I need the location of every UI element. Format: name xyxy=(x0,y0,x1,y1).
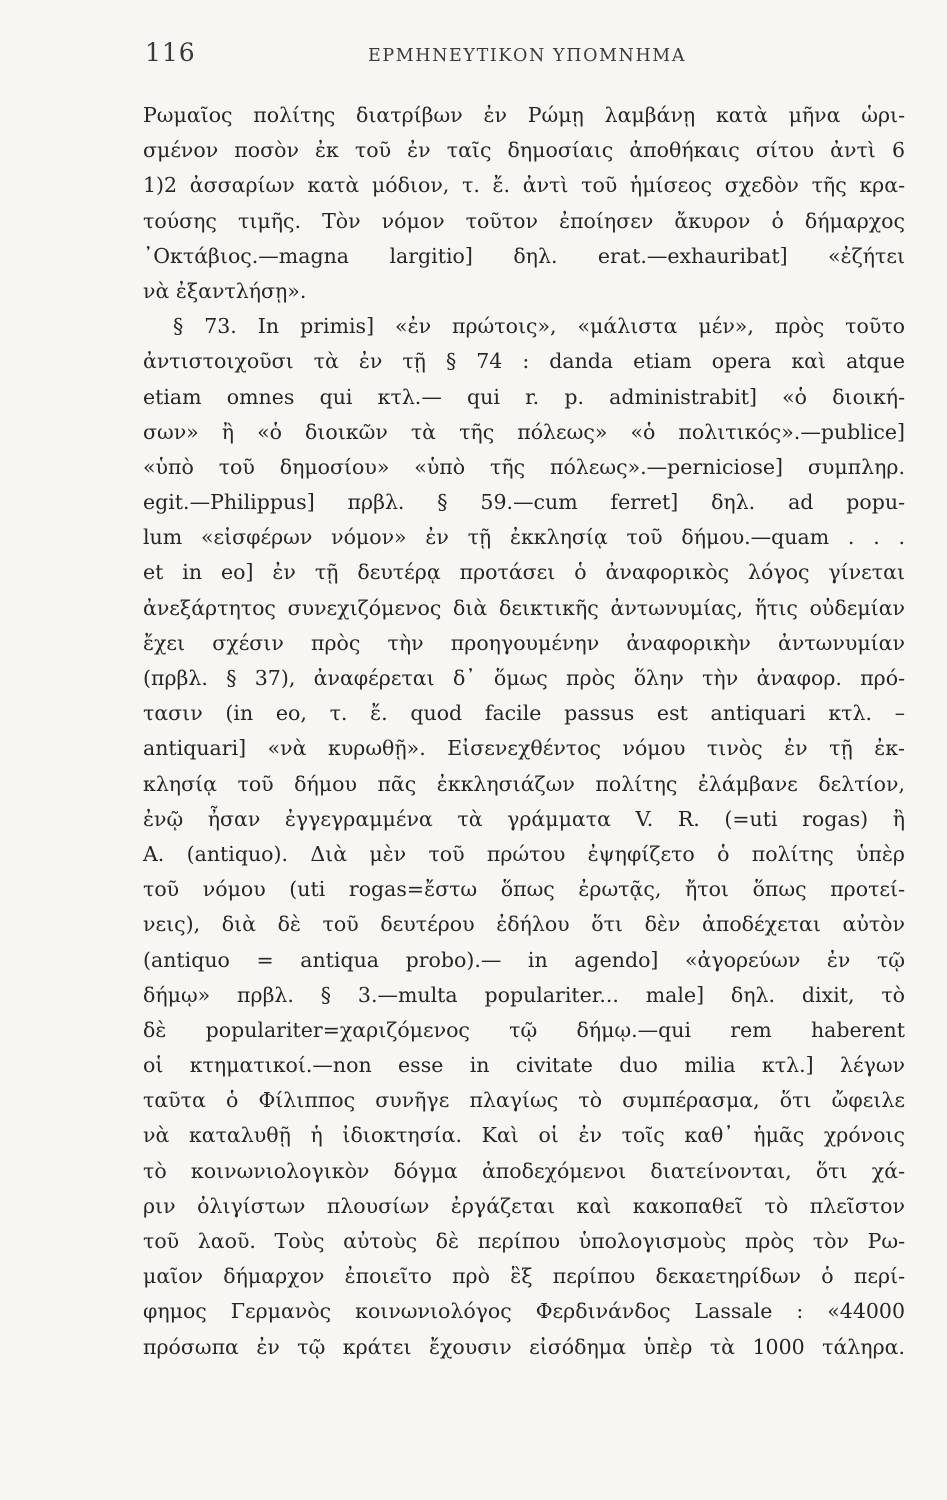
text-line: A. (antiquo). Διὰ μὲν τοῦ πρώτου ἐψηφίζετο ὁ πολίτης ὑπὲρ xyxy=(143,841,905,866)
text-line: πρόσωπα ἐν τῷ κράτει ἔχουσιν εἰσόδημα ὑπὲρ τὰ 1000 τάληρα. xyxy=(143,1334,905,1359)
page-number: 116 xyxy=(145,38,196,67)
text-line: οἱ κτηματικοί.—non esse in civitate duo milia κτλ.] λέγων xyxy=(143,1053,905,1078)
paragraph-start-line: § 73. In primis] «ἐν πρώτοις», «μάλιστα μέν», πρὸς τοῦτο xyxy=(173,314,905,339)
text-line: 1)2 ἀσσαρίων κατὰ μόδιον, τ. ἔ. ἀντὶ τοῦ ἡμίσεος σχεδὸν τῆς κρα- xyxy=(143,173,905,198)
text-line: νὰ ἐξαντλήσῃ». xyxy=(143,278,307,303)
text-line: ἐνῷ ἦσαν ἐγγεγραμμένα τὰ γράμματα V. R. (=uti rogas) ἢ xyxy=(143,806,905,831)
text-line: τασιν (in eo, τ. ἔ. quod facile passus est antiquari κτλ. – xyxy=(143,701,905,726)
text-line: et in eo] ἐν τῇ δευτέρᾳ προτάσει ὁ ἀναφορικὸς λόγος γίνεται xyxy=(143,560,905,585)
text-line: δὲ populariter=χαριζόμενος τῷ δήμῳ.—qui rem haberent xyxy=(143,1017,905,1042)
text-line: ριν ὀλιγίστων πλουσίων ἐργάζεται καὶ κακοπαθεῖ τὸ πλεῖστον xyxy=(143,1193,905,1218)
text-line: τούσης τιμῆς. Τὸν νόμον τοῦτον ἐποίησεν ἄκυρον ὁ δήμαρχος xyxy=(143,208,905,233)
text-line: ἀνεξάρτητος συνεχιζόμενος διὰ δεικτικῆς ἀντωνυμίας, ἥτις οὐδεμίαν xyxy=(143,595,905,620)
text-line: νεις), διὰ δὲ τοῦ δευτέρου ἐδήλου ὅτι δὲν ἀποδέχεται αὐτὸν xyxy=(143,912,905,937)
text-line: σμένον ποσὸν ἐκ τοῦ ἐν ταῖς δημοσίαις ἀποθήκαις σίτου ἀντὶ 6 xyxy=(143,138,905,163)
text-line: δήμῳ» πρβλ. § 3.—multa populariter... male] δηλ. dixit, τὸ xyxy=(143,982,905,1007)
text-line: etiam omnes qui κτλ.— qui r. p. administrabit] «ὁ διοική- xyxy=(143,384,905,409)
text-line: ᾿Οκτάβιος.—magna largitio] δηλ. erat.—exhauribat] «ἐζήτει xyxy=(143,243,905,268)
text-line: ἔχει σχέσιν πρὸς τὴν προηγουμένην ἀναφορικὴν ἀντωνυμίαν xyxy=(143,630,905,655)
text-line: «ὑπὸ τοῦ δημοσίου» «ὑπὸ τῆς πόλεως».—perniciose] συμπληρ. xyxy=(143,454,905,479)
text-line: Ρωμαῖος πολίτης διατρίβων ἐν Ρώμῃ λαμβάνῃ κατὰ μῆνα ὡρι- xyxy=(143,103,905,127)
text-line: τοῦ νόμου (uti rogas=ἔστω ὅπως ἐρωτᾷς, ἤτοι ὅπως προτεί- xyxy=(143,877,905,902)
text-line: (πρβλ. § 37), ἀναφέρεται δ᾿ ὅμως πρὸς ὅλην τὴν ἀναφορ. πρό- xyxy=(143,666,905,690)
text-line: ταῦτα ὁ Φίλιππος συνῆγε πλαγίως τὸ συμπέρασμα, ὅτι ὤφειλε xyxy=(143,1088,905,1113)
commentary-text xyxy=(143,98,905,1365)
text-line: φημος Γερμανὸς κοινωνιολόγος Φερδινάνδος Lassale : «44000 xyxy=(143,1299,905,1324)
text-line: μαῖον δήμαρχον ἐποιεῖτο πρὸ ἓξ περίπου δεκαετηρίδων ὁ περί- xyxy=(143,1264,905,1289)
text-line: antiquari] «νὰ κυρωθῇ». Εἰσενεχθέντος νόμου τινὸς ἐν τῇ ἐκ- xyxy=(143,736,905,761)
page-header xyxy=(145,38,905,78)
text-line: κλησίᾳ τοῦ δήμου πᾶς ἐκκλησιάζων πολίτης ἐλάμβανε δελτίον, xyxy=(143,771,905,796)
text-line: egit.—Philippus] πρβλ. § 59.—cum ferret] δηλ. ad popu- xyxy=(143,490,905,515)
text-line: τοῦ λαοῦ. Τοὺς αὐτοὺς δὲ περίπου ὑπολογισμοὺς πρὸς τὸν Ρω- xyxy=(143,1229,905,1253)
text-line: ἀντιστοιχοῦσι τὰ ἐν τῇ § 74 : danda etiam opera καὶ atque xyxy=(143,349,905,374)
text-line: σων» ἢ «ὁ διοικῶν τὰ τῆς πόλεως» «ὁ πολιτικός».—publice] xyxy=(143,419,905,444)
text-line: τὸ κοινωνιολογικὸν δόγμα ἀποδεχόμενοι διατείνονται, ὅτι χά- xyxy=(143,1158,905,1183)
text-line: νὰ καταλυθῇ ἡ ἰδιοκτησία. Καὶ οἱ ἐν τοῖς καθ᾿ ἡμᾶς χρόνοις xyxy=(143,1123,905,1148)
running-title: ΕΡΜΗΝΕΥΤΙΚΟΝ ΥΠΟΜΝΗΜΑ xyxy=(368,46,687,66)
text-line: lum «εἰσφέρων νόμον» ἐν τῇ ἐκκλησίᾳ τοῦ δήμου.—quam . . . xyxy=(143,525,905,550)
text-line: (antiquo = antiqua probo).— in agendo] «ἀγορεύων ἐν τῷ xyxy=(143,947,905,972)
